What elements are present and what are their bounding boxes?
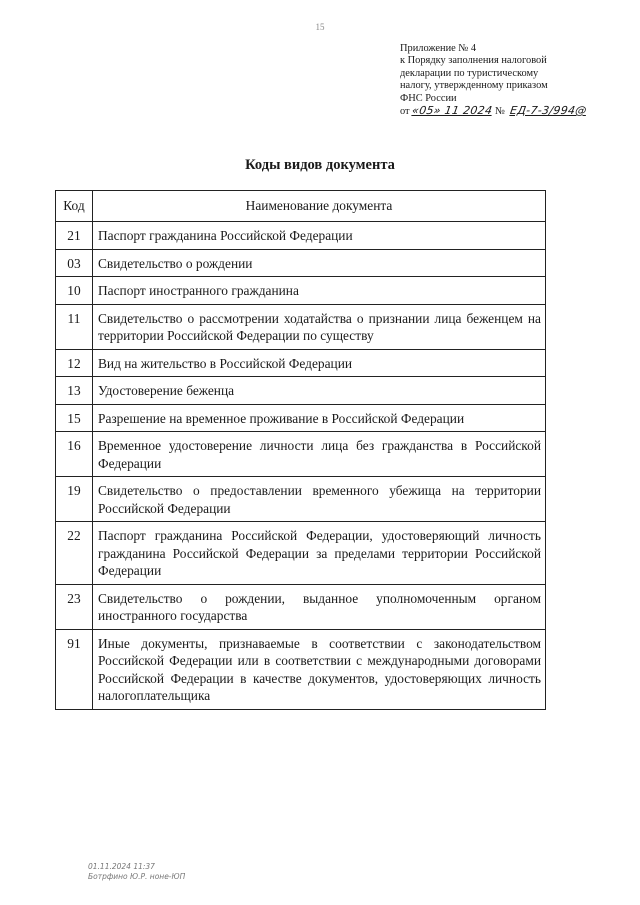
code-cell: 10 [56,277,93,305]
order-number: ЕД-7-3/994@ [508,104,588,118]
table-row [56,629,546,709]
code-cell: 13 [56,377,93,405]
code-cell: 21 [56,222,93,250]
order-line [400,105,590,118]
footer-stamp [88,862,185,882]
name-cell: Паспорт гражданина Российской Федерации [93,222,546,250]
appendix-line: налогу, утвержденному приказом [400,80,548,92]
appendix-line: ФНС России [400,92,457,104]
name-cell: Временное удостоверение личности лица без гражданства в Российской Федерации [93,432,546,477]
appendix-line: к Порядку заполнения налоговой [400,55,547,67]
table-row [56,222,546,250]
name-cell: Удостоверение беженца [93,377,546,405]
footer-stamp-line: Ботрфино Ю.Р. ноне-ЮП [88,872,186,881]
table-row [56,277,546,305]
page-number: 15 [315,22,325,32]
code-cell: 19 [56,477,93,522]
code-cell: 16 [56,432,93,477]
table-row [56,522,546,585]
name-cell: Свидетельство о рождении [93,249,546,277]
table-row [56,584,546,629]
table-row [56,477,546,522]
document-title: Коды видов документа [245,157,395,173]
code-cell: 12 [56,349,93,377]
name-cell: Вид на жительство в Российской Федерации [93,349,546,377]
table-row [56,249,546,277]
table-row [56,404,546,432]
header-name: Наименование документа [93,191,546,222]
table-row [56,377,546,405]
footer-stamp-line: 01.11.2024 11:37 [88,862,155,871]
appendix-header [400,43,590,118]
name-cell: Свидетельство о рождении, выданное уполномоченным органом иностранного государства [93,584,546,629]
order-number-prefix: № [495,106,505,118]
table-header-row [56,191,546,222]
code-cell: 11 [56,304,93,349]
header-code: Код [56,191,93,222]
code-cell: 91 [56,629,93,709]
code-cell: 15 [56,404,93,432]
name-cell: Иные документы, признаваемые в соответствии с законодательством Российской Федерации или в соответствии с международными договорами Российской Федерации в качестве документов, удостоверяющих личность налогоплательщика [93,629,546,709]
document-codes-table [55,190,546,710]
name-cell: Свидетельство о рассмотрении ходатайства о признании лица беженцем на территории Российской Федерации по существу [93,304,546,349]
name-cell: Паспорт иностранного гражданина [93,277,546,305]
name-cell: Паспорт гражданина Российской Федерации, удостоверяющий личность гражданина Российской Федерации за пределами территории Российской Федерации [93,522,546,585]
code-cell: 22 [56,522,93,585]
code-cell: 03 [56,249,93,277]
appendix-line: Приложение № 4 [400,43,477,54]
table-row [56,304,546,349]
code-cell: 23 [56,584,93,629]
order-date: «05» 11 2024 [411,104,494,118]
name-cell: Разрешение на временное проживание в Российской Федерации [93,404,546,432]
name-cell: Свидетельство о предоставлении временного убежища на территории Российской Федерации [93,477,546,522]
table-row [56,349,546,377]
appendix-line: декларации по туристическому [400,67,539,79]
table-row [56,432,546,477]
order-prefix: от [400,106,410,118]
